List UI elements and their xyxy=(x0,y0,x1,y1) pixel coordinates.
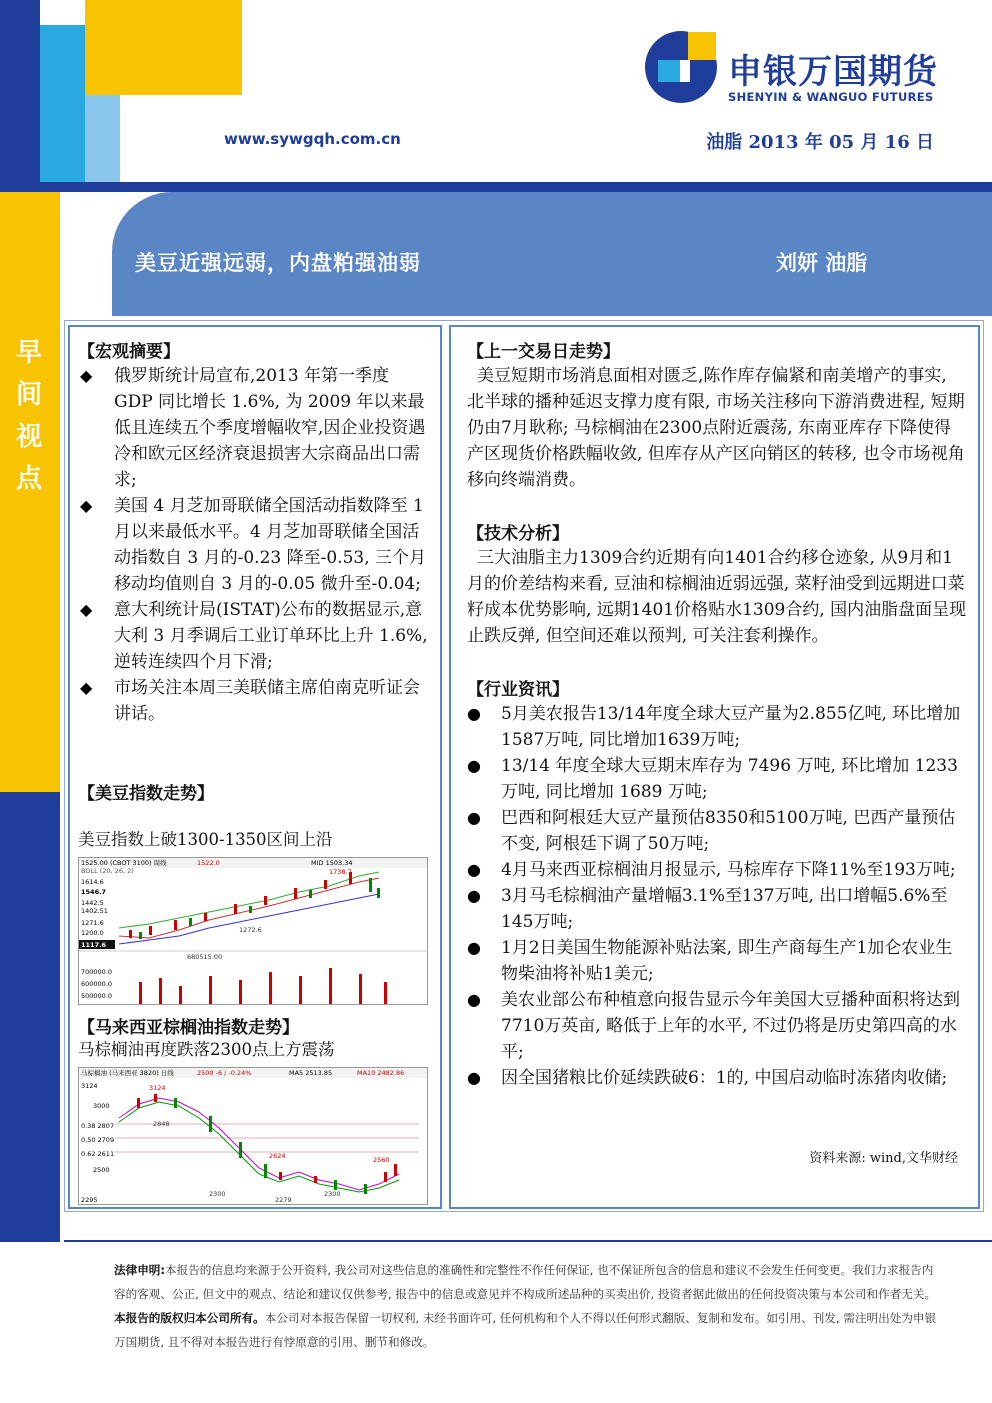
dot-bullet-icon: ● xyxy=(467,1068,481,1087)
palm-tick-label: 0.62 2611 xyxy=(81,1150,115,1158)
palm-chart-annotation: 2848 xyxy=(153,1120,170,1128)
soy-tick-label: 1117.6 xyxy=(81,941,107,949)
soy-tick-label: 1442.5 xyxy=(81,899,104,907)
list-item: ● 美农业部公布种植意向报告显示今年美国大豆播种面积将达到7710万英亩, 略低于上年的水平, 不过仍将是历史第四高的水平; xyxy=(501,987,967,1065)
left-panel xyxy=(68,325,442,1209)
palm-chart-annotation: 2624 xyxy=(269,1152,286,1160)
palm-chart-ma5: MA5 2513.85 xyxy=(289,1069,333,1077)
soy-volume-tick: 600000.0 xyxy=(81,980,113,988)
list-item: ● 巴西和阿根廷大豆产量预估8350和5100万吨, 巴西产量预估不变, 阿根廷下调了50万吨; xyxy=(501,805,967,857)
copyright-statement xyxy=(114,1306,944,1354)
soy-caption: 美豆指数上破1300-1350区间上沿 xyxy=(78,830,333,849)
dot-bullet-icon: ● xyxy=(467,704,481,723)
palm-tick-label: 3124 xyxy=(81,1082,98,1090)
report-title: 美豆近强远弱，内盘粕强油弱 xyxy=(135,250,421,275)
palm-chart-ma10: MA10 2482.86 xyxy=(357,1069,405,1077)
last-trade-text: 美豆短期市场消息面相对匮乏,陈作库存偏紧和南美增产的事实, 北半球的播种延迟支撑力度有限, 市场关注移向下游消费进程, 短期仍由7月耿称; 马棕榈油在2300点附近震荡, 东南亚库存下降使得产区现货价格跌幅收敛, 但库存从产区向销区的转移, 也令市场视角移向终端消费。 xyxy=(467,366,965,490)
soy-chart-header-left: 1525.00 (CBOT 3100) 周线 xyxy=(81,859,167,867)
logo-mark-icon xyxy=(644,30,718,104)
last-trade-section-title: 【上一交易日走势】 xyxy=(467,342,620,362)
technical-text: 三大油脂主力1309合约近期有向1401合约移仓迹象, 从9月和1月的价差结构来看, 豆油和棕榈油近弱远强, 菜籽油受到远期进口菜籽成本优势影响, 远期1401价格贴水1309合约, 国内油脂盘面呈现止跌反弹, 但空间还难以预判, 可关注套利操作。 xyxy=(467,548,967,646)
sidebar-blue-block xyxy=(0,792,60,1242)
macro-section-title: 【宏观摘要】 xyxy=(78,342,180,362)
soy-tick-label: 1271.6 xyxy=(81,919,104,927)
list-item: ● 4月马来西亚棕榈油月报显示, 马棕库存下降11%至193万吨; xyxy=(501,857,967,883)
report-author: 刘妍 油脂 xyxy=(776,250,868,275)
soy-chart-annotation: 1272.6 xyxy=(239,926,262,934)
footer-divider xyxy=(64,1240,992,1242)
header-divider xyxy=(0,182,992,192)
soy-index-chart xyxy=(78,857,428,1005)
soy-chart-indicator: BOLL (20, 26, 2) xyxy=(81,867,134,875)
legal-text: 本报告的信息均来源于公开资料, 我公司对这些信息的准确性和完整性不作任何保证, 也不保证所包含的信息和建议不会发生任何变更。我们力求报告内容的客观、公正, 但文中的观点、结论和建议仅供参考, 报告中的信息或意见并不构成所述品种的买卖出价, 投资者据此做出的任何投资决策与本公司和作者无关。 xyxy=(114,1263,937,1301)
right-panel xyxy=(449,325,980,1209)
diamond-bullet-icon: ◆ xyxy=(80,496,93,515)
soy-volume-label: 680515.00 xyxy=(187,953,223,961)
palm-chart-annotation: 2560 xyxy=(373,1156,390,1164)
soy-section-title: 【美豆指数走势】 xyxy=(78,784,214,804)
palm-chart-annotation: 2279 xyxy=(275,1196,292,1204)
soy-chart-header-mid: 1522.0 xyxy=(197,859,220,867)
list-item: ● 1月2日美国生物能源补贴法案, 即生产商每生产1加仑农业生物柴油将补贴1美元; xyxy=(501,935,967,987)
dot-bullet-icon: ● xyxy=(467,860,481,879)
header-decoration-cyan xyxy=(40,25,85,190)
list-item: ◆ 市场关注本周三美联储主席伯南克听证会讲话。 xyxy=(114,675,430,727)
palm-chart-header-left: 马棕榈油 (马来西亚 3820) 日线 xyxy=(81,1069,174,1077)
dot-bullet-icon: ● xyxy=(467,938,481,957)
header-decoration-yellow xyxy=(85,0,242,95)
report-date: 油脂 2013 年 05 月 16 日 xyxy=(706,132,934,153)
legal-statement xyxy=(114,1258,944,1306)
list-item: ◆ 俄罗斯统计局宣布,2013 年第一季度 GDP 同比增长 1.6%, 为 2009 年以来最低且连续五个季度增幅收窄,因企业投资遇冷和欧元区经济衰退损害大宗商品出口需求; xyxy=(114,363,430,493)
website-link[interactable]: www.sywgqh.com.cn xyxy=(224,130,401,148)
dot-bullet-icon: ● xyxy=(467,808,481,827)
industry-list xyxy=(467,701,967,1091)
palm-tick-label: 3000 xyxy=(93,1102,110,1110)
soy-chart-annotation: 1738.7 xyxy=(329,868,352,876)
palm-chart-annotation: 3124 xyxy=(149,1084,166,1092)
industry-section-title: 【行业资讯】 xyxy=(467,680,569,700)
soy-tick-label: 1200.0 xyxy=(81,929,104,937)
palm-chart-annotation: 2300 xyxy=(324,1190,341,1198)
diamond-bullet-icon: ◆ xyxy=(80,366,93,385)
soy-volume-tick: 500000.0 xyxy=(81,992,113,1000)
macro-list xyxy=(80,363,430,727)
copyright-label: 本报告的版权归本公司所有。 xyxy=(114,1311,265,1325)
palm-chart-header-mid: 2500 -6 / -0.24% xyxy=(197,1069,252,1077)
company-logo xyxy=(644,30,944,110)
palm-caption: 马棕榈油再度跌落2300点上方震荡 xyxy=(78,1040,335,1059)
technical-section-title: 【技术分析】 xyxy=(467,524,569,544)
diamond-bullet-icon: ◆ xyxy=(80,600,93,619)
soy-tick-label: 1546.7 xyxy=(81,888,107,896)
list-item: ● 因全国猪粮比价延续跌破6：1的, 中国启动临时冻猪肉收储; xyxy=(501,1065,967,1091)
palm-tick-label: 0.50 2709 xyxy=(81,1136,115,1144)
sidebar xyxy=(0,192,60,1242)
list-item: ◆ 美国 4 月芝加哥联储全国活动指数降至 1 月以来最低水平。4 月芝加哥联储全国活动指数自 3 月的-0.23 降至-0.53, 三个月移动均值则自 3 月的-0.05 微升至-0.04; xyxy=(114,493,430,597)
soy-tick-label: 1614.6 xyxy=(81,878,104,886)
palm-section-title: 【马来西亚棕榈油指数走势】 xyxy=(78,1018,299,1038)
soy-chart-header-right: MID 1503.34 xyxy=(311,859,353,867)
copyright-text: 本公司对本报告保留一切权利, 未经书面许可, 任何机构和个人不得以任何形式翻版、复制和发布。如引用、刊发, 需注明出处为申银万国期货, 且不得对本报告进行有悖原意的引用、删节和修改。 xyxy=(114,1311,937,1349)
list-item: ● 13/14 年度全球大豆期末库存为 7496 万吨, 环比增加 1233 万吨, 同比增加 1689 万吨; xyxy=(501,753,967,805)
list-item: ◆ 意大利统计局(ISTAT)公布的数据显示,意大利 3 月季调后工业订单环比上升 1.6%, 逆转连续四个月下滑; xyxy=(114,597,430,675)
legal-disclaimer xyxy=(114,1258,944,1354)
soy-tick-label: 1402.51 xyxy=(81,907,108,915)
palm-tick-label: 2500 xyxy=(93,1166,110,1174)
legal-label: 法律申明: xyxy=(114,1263,166,1277)
diamond-bullet-icon: ◆ xyxy=(80,678,93,697)
dot-bullet-icon: ● xyxy=(467,756,481,775)
logo-chinese-name: 申银万国期货 xyxy=(728,52,938,92)
dot-bullet-icon: ● xyxy=(467,990,481,1009)
list-item: ● 3月马毛棕榈油产量增幅3.1%至137万吨, 出口增幅5.6%至145万吨; xyxy=(501,883,967,935)
header-decoration-blue xyxy=(0,0,40,190)
logo-english-name: SHENYIN & WANGUO FUTURES xyxy=(728,90,934,104)
palm-chart-annotation: 2300 xyxy=(209,1190,226,1198)
header-decoration-lightblue xyxy=(85,95,120,190)
palm-tick-label: 0.38 2807 xyxy=(81,1122,115,1130)
palm-tick-label: 2295 xyxy=(81,1196,98,1204)
list-item: ● 5月美农报告13/14年度全球大豆产量为2.855亿吨, 环比增加1587万吨, 同比增加1639万吨; xyxy=(501,701,967,753)
dot-bullet-icon: ● xyxy=(467,886,481,905)
palm-index-chart xyxy=(78,1067,428,1205)
data-source: 资料来源: wind,文华财经 xyxy=(809,1151,958,1166)
sidebar-label: 早间视点 xyxy=(15,338,42,494)
soy-volume-tick: 700000.0 xyxy=(81,968,113,976)
